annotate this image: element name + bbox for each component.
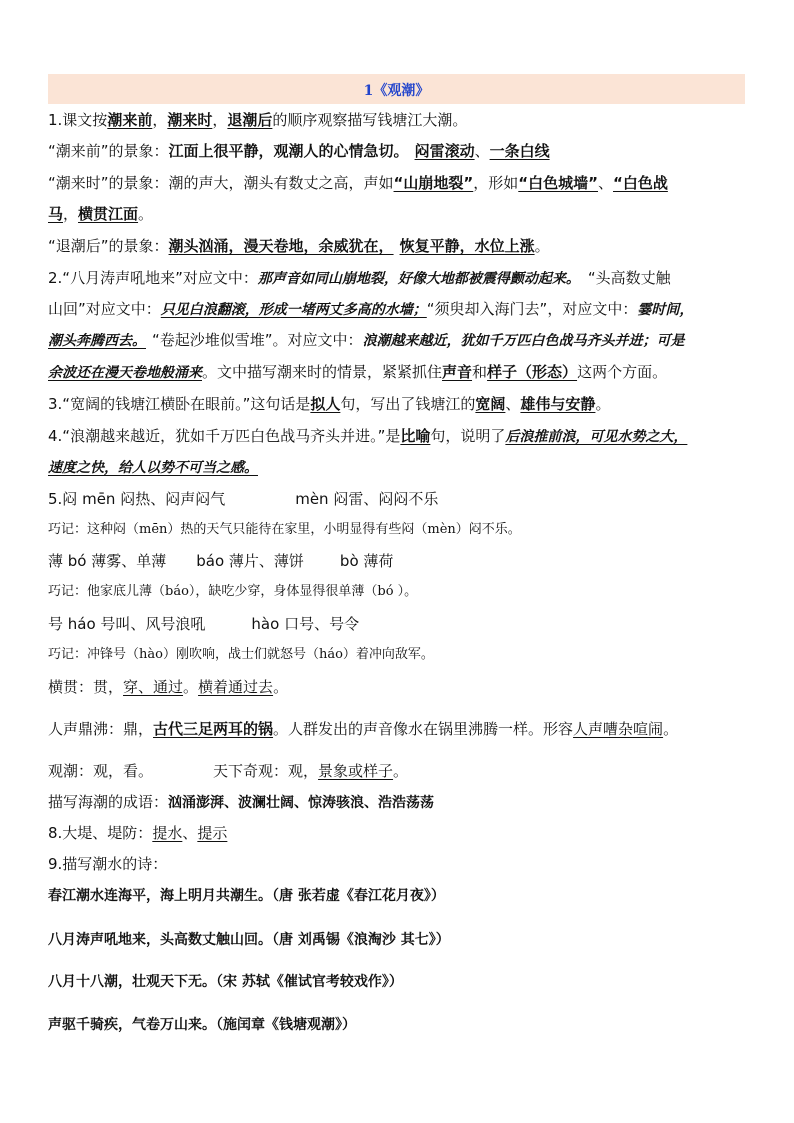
text: 4.“浪潮越来越近，犹如千万匹白色战马齐头并进。”是 bbox=[48, 427, 401, 445]
text: 横贯：贯， bbox=[48, 678, 124, 696]
during-tide-line bbox=[48, 173, 668, 193]
answer-text: 潮来前 bbox=[107, 111, 153, 129]
text: 、 bbox=[182, 824, 198, 842]
idioms-line bbox=[48, 792, 434, 813]
text: 。文中描写潮来时的情景，紧紧抓住 bbox=[202, 363, 443, 381]
text: 观潮：观，看。 bbox=[48, 762, 154, 780]
text: hào 口号、号令 bbox=[251, 615, 360, 633]
poem-text: 八月涛声吼地来，头高数丈触山回。（唐 刘禹锡《浪淘沙 其七》） bbox=[48, 932, 450, 948]
item-2-line-1 bbox=[48, 268, 671, 289]
text: 山回”对应文中： bbox=[48, 300, 161, 318]
item-2-line-4 bbox=[48, 362, 667, 383]
text: “退潮后”的景象： bbox=[48, 237, 169, 255]
poem-line bbox=[48, 1015, 356, 1035]
text: 。 bbox=[595, 395, 611, 413]
item-4-line-1 bbox=[48, 426, 687, 447]
answer-text: 提示 bbox=[197, 824, 228, 842]
text: 薄 bó 薄雾、单薄 bbox=[48, 552, 167, 570]
text: ， bbox=[152, 111, 168, 129]
text: 描写海潮的成语： bbox=[48, 793, 169, 811]
men-pronunciation-line bbox=[48, 489, 438, 509]
poem-line bbox=[48, 930, 450, 950]
text: 人声鼎沸：鼎， bbox=[48, 720, 154, 738]
answer-text: 比喻 bbox=[400, 427, 431, 445]
text: 、 bbox=[505, 395, 521, 413]
answer-text: 横着通过去 bbox=[198, 678, 274, 696]
text: 8.大堤、堤防： bbox=[48, 824, 153, 842]
text: 巧记：他家底儿薄（báo），缺吃少穿，身体显得很单薄（bó ）。 bbox=[48, 584, 418, 599]
text: 句，写出了钱塘江的 bbox=[340, 395, 476, 413]
answer-text: 汹涌澎湃、波澜壮阔、惊涛骇浪、浩浩荡荡 bbox=[168, 795, 435, 811]
henggguan-line bbox=[48, 677, 288, 697]
quote-text: 霎时间， bbox=[637, 302, 694, 318]
answer-text: 闷雷滚动 bbox=[414, 142, 475, 160]
text: “卷起沙堆似雪堆”。对应文中： bbox=[152, 331, 363, 349]
answer-text: “山崩地裂” bbox=[393, 174, 474, 192]
text: ， bbox=[212, 111, 228, 129]
answer-text: 提水 bbox=[152, 824, 183, 842]
item-2-line-3 bbox=[48, 330, 685, 351]
answer-text: 古代三足两耳的锅 bbox=[153, 720, 274, 738]
text: 句，说明了 bbox=[430, 427, 506, 445]
answer-text: 潮来时 bbox=[167, 111, 213, 129]
quote-text: 潮头奔腾西去。 bbox=[48, 333, 146, 349]
poem-text: 春江潮水连海平，海上明月共潮生。（唐 张若虚《春江花月夜》） bbox=[48, 888, 445, 904]
answer-text: 后浪推前浪，可见水势之大， bbox=[505, 429, 688, 445]
men-mnemonic bbox=[48, 520, 521, 540]
text: bò 薄荷 bbox=[339, 552, 394, 570]
text: ， bbox=[63, 205, 79, 223]
answer-text: 拟人 bbox=[310, 395, 341, 413]
text: mèn 闷雷、闷闷不乐 bbox=[295, 490, 439, 508]
text: “头高数丈触 bbox=[587, 269, 671, 287]
answer-text: 声音 bbox=[442, 363, 473, 381]
answer-text: 退潮后 bbox=[227, 111, 273, 129]
text: “潮来前”的景象： bbox=[48, 142, 169, 160]
text: “潮来时”的景象：潮的声大，潮头有数丈之高，声如 bbox=[48, 174, 394, 192]
poem-text: 声驱千骑疾，气卷万山来。（施闰章《钱塘观潮》） bbox=[48, 1017, 356, 1033]
text: “须臾却入海门去”，对应文中： bbox=[426, 300, 638, 318]
answer-text: “白色战 bbox=[613, 174, 668, 192]
quote-text: 余波还在漫天卷地般涌来 bbox=[48, 365, 202, 381]
answer-text: 潮头汹涌，漫天卷地，余威犹在， bbox=[168, 237, 394, 255]
text: 。 bbox=[138, 205, 154, 223]
before-tide-line bbox=[48, 141, 550, 161]
text: 的顺序观察描写钱塘江大潮。 bbox=[272, 111, 468, 129]
text: 这两个方面。 bbox=[577, 363, 668, 381]
text: 天下奇观：观， bbox=[213, 762, 319, 780]
quote-text: 那声音如同山崩地裂，好像大地都被震得颤动起来。 bbox=[257, 271, 580, 287]
text: 。 bbox=[534, 237, 550, 255]
quote-text: 只见白浪翻滚，形成一堵两丈多高的水墙； bbox=[160, 302, 427, 318]
item-8-line bbox=[48, 823, 227, 843]
answer-text: 江面上很平静，观潮人的心情急切。 bbox=[168, 142, 409, 160]
text: 和 bbox=[472, 363, 488, 381]
answer-text: 速度之快，给人以势不可当之感。 bbox=[48, 460, 258, 476]
item-3-line bbox=[48, 394, 610, 414]
poem-line bbox=[48, 972, 403, 992]
text: 3.“宽阔的钱塘江横卧在眼前。”这句话是 bbox=[48, 395, 311, 413]
page-title: 1《观潮》 bbox=[363, 83, 430, 99]
bao-pronunciation-line bbox=[48, 551, 393, 571]
text: báo 薄片、薄饼 bbox=[196, 552, 304, 570]
text: 、 bbox=[474, 142, 490, 160]
answer-text: 雄伟与安静 bbox=[520, 395, 596, 413]
answer-text: 穿、通过 bbox=[123, 678, 184, 696]
poem-text: 八月十八潮，壮观天下无。（宋 苏轼《催试官考较戏作》） bbox=[48, 974, 403, 990]
item-2-line-2 bbox=[48, 299, 693, 320]
text: 5.闷 mēn 闷热、闷声闷气 bbox=[48, 490, 226, 508]
item-4-line-2 bbox=[48, 457, 258, 478]
answer-text: 横贯江面 bbox=[78, 205, 139, 223]
text: 号 háo 号叫、风号浪吼 bbox=[48, 615, 206, 633]
text: 巧记：这种闷（mēn）热的天气只能待在家里，小明显得有些闷（mèn）闷不乐。 bbox=[48, 522, 521, 537]
answer-text: 宽阔 bbox=[475, 395, 506, 413]
renshengdingfei-line bbox=[48, 719, 678, 739]
answer-text: 马 bbox=[48, 205, 64, 223]
text: 、 bbox=[598, 174, 614, 192]
text: 。人群发出的声音像水在锅里沸腾一样。形容 bbox=[273, 720, 574, 738]
text: 。 bbox=[663, 720, 679, 738]
text: 。 bbox=[273, 678, 289, 696]
guanchao-line bbox=[48, 761, 408, 781]
text: 。 bbox=[393, 762, 409, 780]
answer-text: 景象或样子 bbox=[318, 762, 394, 780]
text: 巧记：冲锋号（hào）刚吹响，战士们就怒号（háo）着冲向敌军。 bbox=[48, 647, 434, 662]
answer-text: 一条白线 bbox=[489, 142, 550, 160]
hao-pronunciation-line bbox=[48, 614, 359, 634]
during-tide-line-cont bbox=[48, 204, 153, 224]
bao-mnemonic bbox=[48, 582, 417, 602]
text: 2.“八月涛声吼地来”对应文中： bbox=[48, 269, 258, 287]
quote-text: 浪潮越来越近，犹如千万匹白色战马齐头并进；可是 bbox=[362, 333, 685, 349]
answer-text: “白色城墙” bbox=[518, 174, 598, 192]
text: 。 bbox=[183, 678, 199, 696]
hao-mnemonic bbox=[48, 645, 434, 665]
item-9-heading bbox=[48, 854, 167, 874]
answer-text: 样子（形态） bbox=[487, 363, 578, 381]
answer-text: 人声嘈杂喧闹 bbox=[573, 720, 664, 738]
text: ，形如 bbox=[473, 174, 519, 192]
text: 1.课文按 bbox=[48, 111, 108, 129]
answer-text: 恢复平静，水位上涨 bbox=[399, 237, 535, 255]
text: 9.描写潮水的诗： bbox=[48, 855, 168, 873]
after-tide-line bbox=[48, 236, 550, 256]
item-1-line bbox=[48, 110, 467, 130]
poem-line bbox=[48, 886, 445, 906]
title-bar bbox=[48, 74, 745, 104]
